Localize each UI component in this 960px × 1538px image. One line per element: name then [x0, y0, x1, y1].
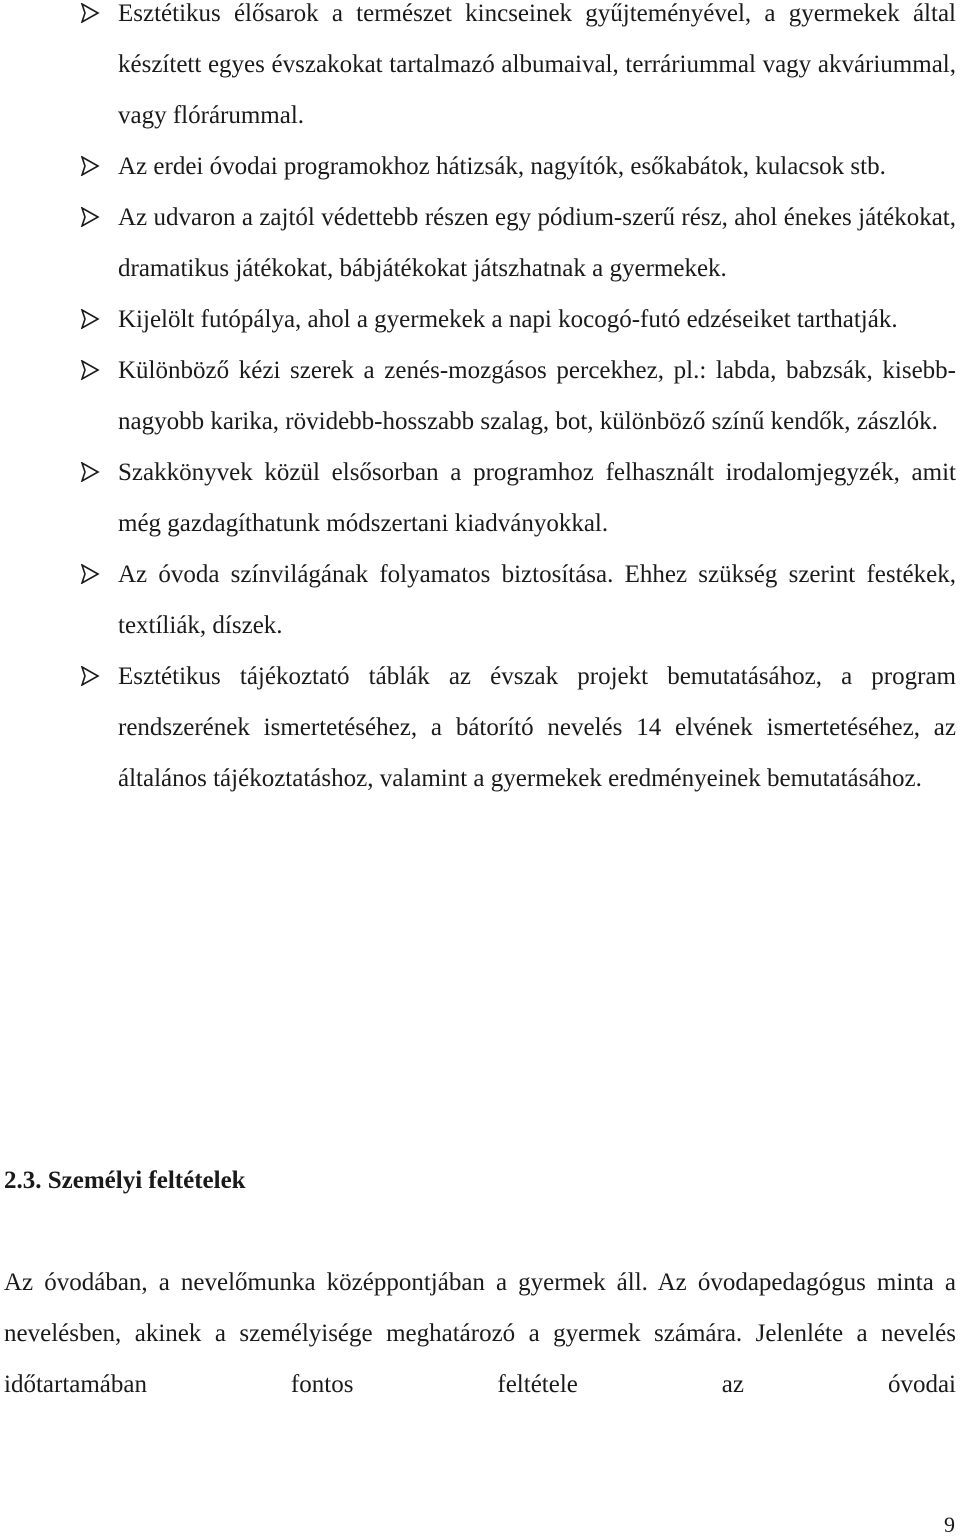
- section-heading: 2.3. Személyi feltételek: [4, 1167, 246, 1194]
- list-item: [78, 345, 956, 447]
- list-item-text: Kijelölt futópálya, ahol a gyermekek a napi kocogó-futó edzéseiket tarthatják.: [118, 306, 898, 333]
- list-item: [78, 447, 956, 549]
- list-item: [78, 294, 956, 345]
- list-item-text: Az óvoda színvilágának folyamatos biztosítása. Ehhez szükség szerint festékek, textíliák, díszek.: [118, 561, 956, 639]
- arrowhead-bullet-icon: [78, 345, 108, 396]
- list-item-text: Szakkönyvek közül elsősorban a programhoz felhasznált irodalomjegyzék, amit még gazdagíthatunk módszertani kiadványokkal.: [118, 459, 956, 537]
- list-item: [78, 0, 956, 141]
- list-item-text: Különböző kézi szerek a zenés-mozgásos percekhez, pl.: labda, babzsák, kisebb-nagyobb karika, rövidebb-hosszabb szalag, bot, különböző színű kendők, zászlók.: [118, 357, 956, 435]
- list-item-text: Esztétikus tájékoztató táblák az évszak projekt bemutatásához, a program rendszerének ismertetéséhez, a bátorító nevelés 14 elvének ismertetéséhez, az általános tájékoztatáshoz, valamint a gyermekek eredményeinek bemutatásához.: [118, 663, 956, 792]
- list-item-text: Esztétikus élősarok a természet kincseinek gyűjteményével, a gyermekek által készített egyes évszakokat tartalmazó albumaival, terráriummal vagy akváriummal, vagy flórárummal.: [118, 0, 956, 129]
- arrowhead-bullet-icon: [78, 447, 108, 498]
- arrowhead-bullet-icon: [78, 0, 108, 39]
- arrowhead-bullet-icon: [78, 294, 108, 345]
- section-paragraph: Az óvodában, a nevelőmunka középpontjában a gyermek áll. Az óvodapedagógus minta a nevelésben, akinek a személyisége meghatározó a gyermek számára. Jelenléte a nevelés időtartamában fontos feltétele az óvodai: [4, 1269, 956, 1398]
- list-item-text: Az erdei óvodai programokhoz hátizsák, nagyítók, esőkabátok, kulacsok stb.: [118, 153, 886, 180]
- list-item: [78, 192, 956, 294]
- list-item-text: Az udvaron a zajtól védettebb részen egy pódium-szerű rész, ahol énekes játékokat, dramatikus játékokat, bábjátékokat játszhatnak a gyermekek.: [118, 204, 956, 282]
- list-item: [78, 141, 956, 192]
- arrowhead-bullet-icon: [78, 141, 108, 192]
- arrowhead-bullet-icon: [78, 192, 108, 243]
- arrowhead-bullet-icon: [78, 651, 108, 702]
- equipment-bullet-list: [78, 0, 956, 804]
- arrowhead-bullet-icon: [78, 549, 108, 600]
- list-item: [78, 549, 956, 651]
- list-item: [78, 651, 956, 804]
- page-number: 9: [944, 1512, 955, 1537]
